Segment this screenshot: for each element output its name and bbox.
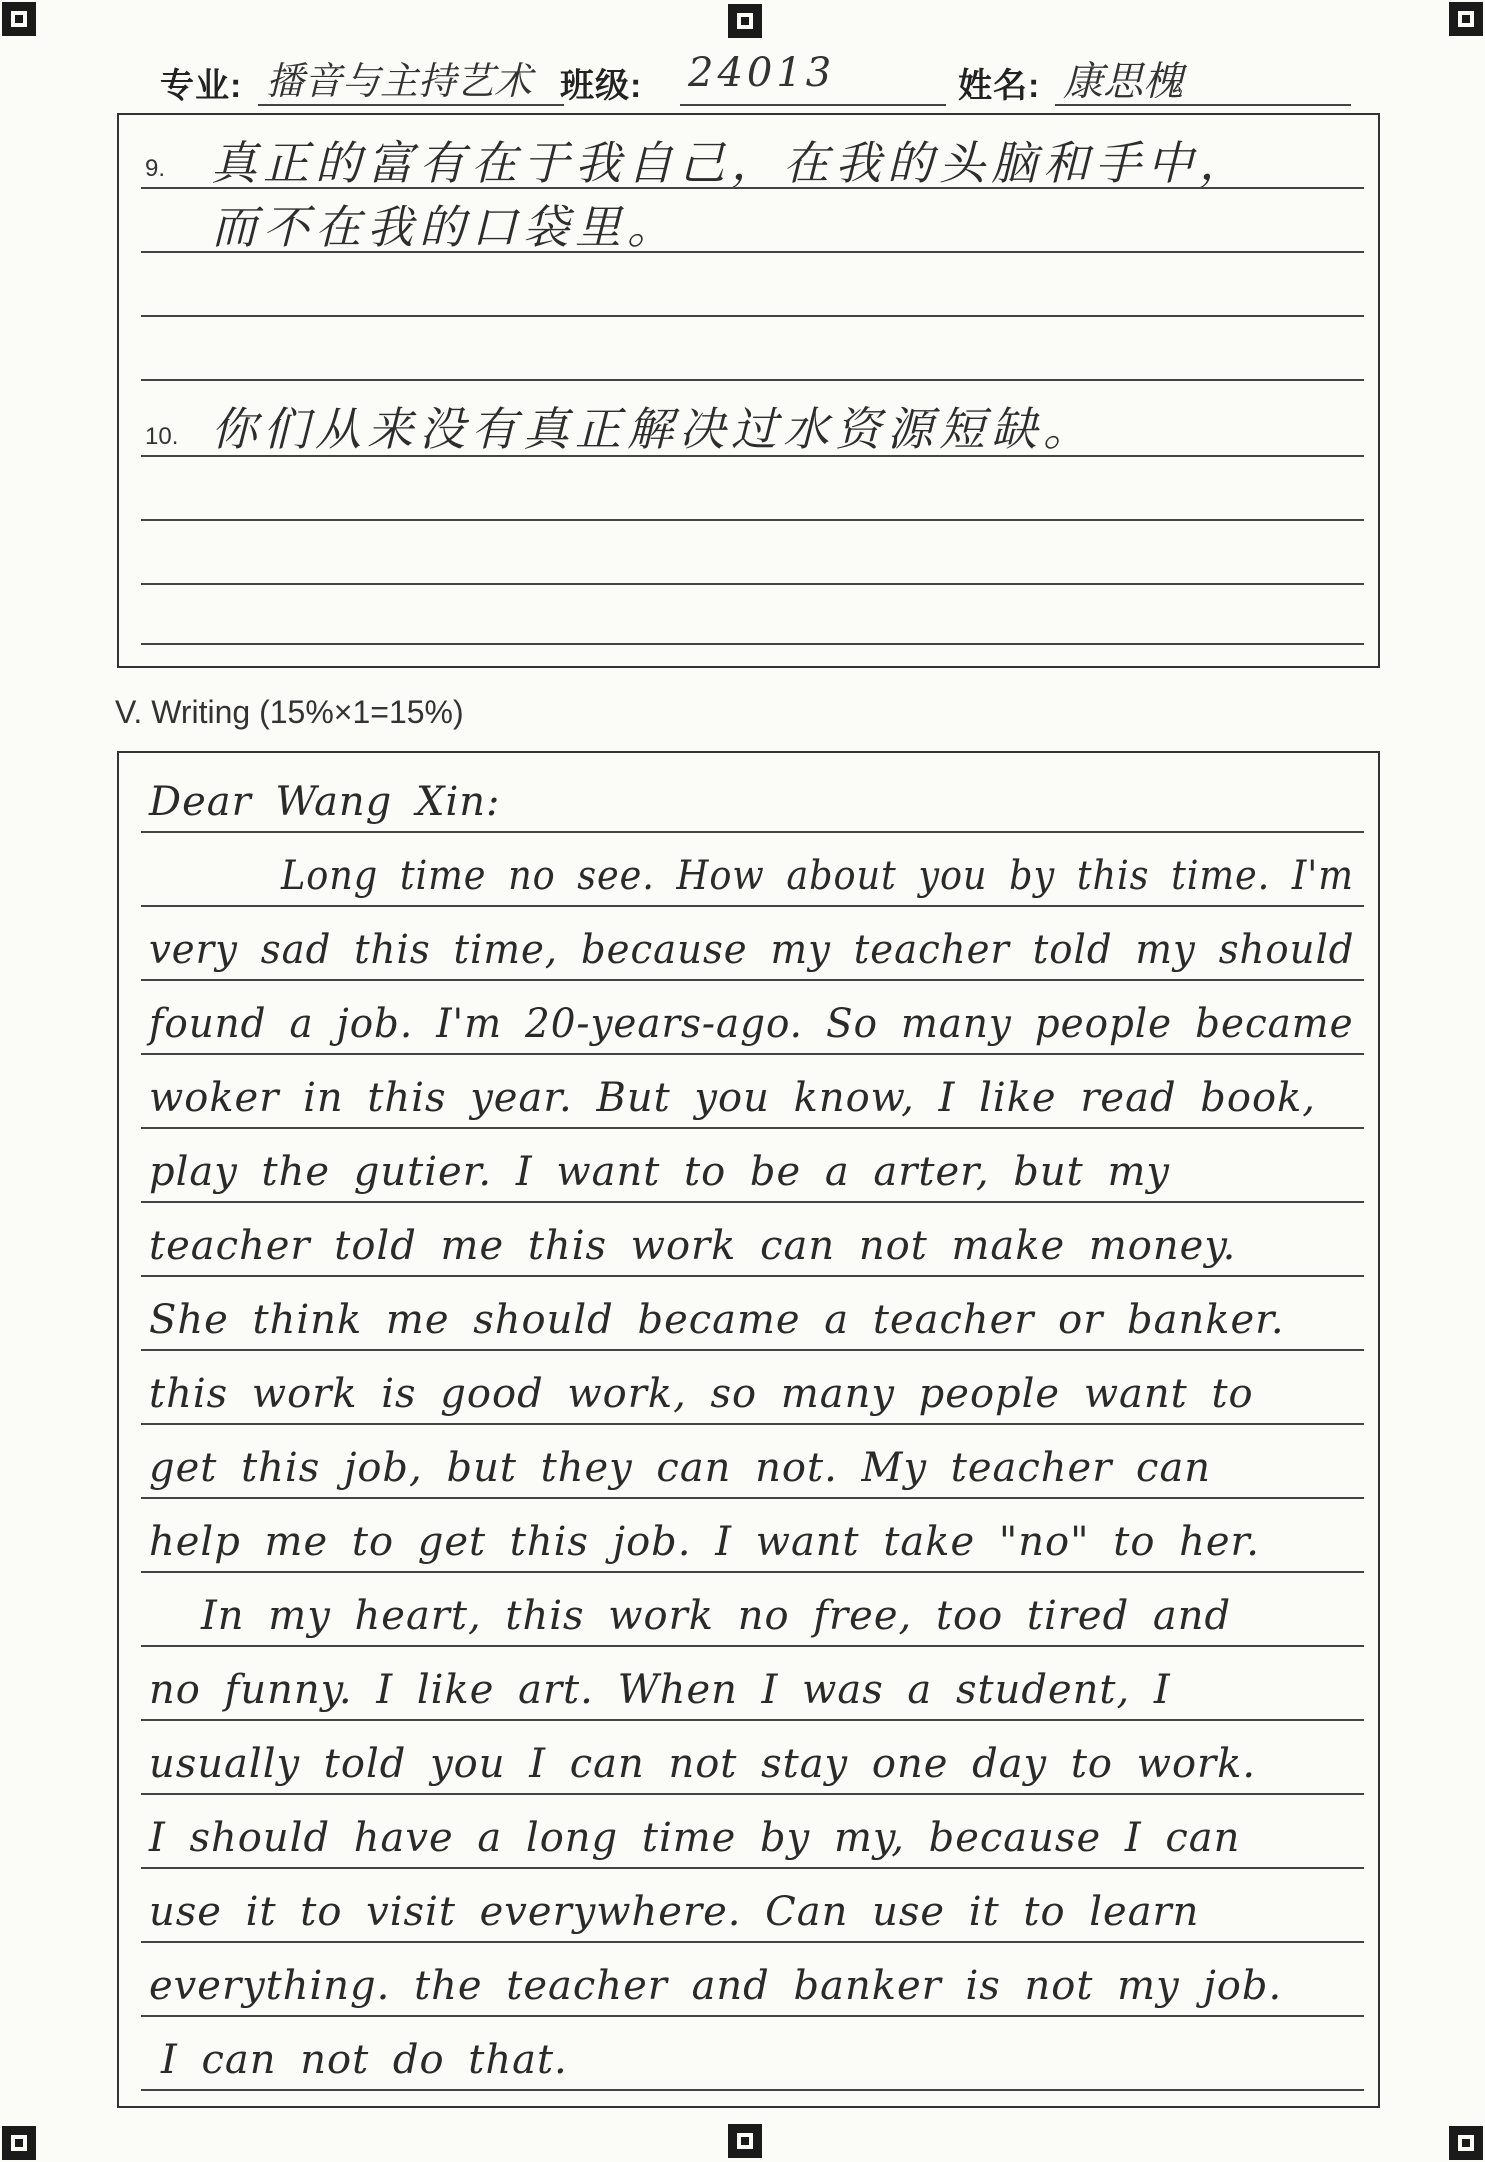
ruled-line: [141, 379, 1364, 381]
writing-text[interactable]: woker in this year. But you know, I like read book,: [149, 1075, 1316, 1121]
writing-line: [141, 1277, 1364, 1351]
ruled-line: [141, 315, 1364, 317]
writing-text[interactable]: very sad this time, because my teacher told my should: [149, 927, 1355, 973]
writing-line: [141, 1869, 1364, 1943]
writing-text[interactable]: help me to get this job. I want take "no" to her.: [149, 1519, 1260, 1565]
corner-mark-icon: [2, 2126, 36, 2160]
ruled-line: [141, 251, 1364, 253]
writing-line: [141, 2017, 1364, 2091]
major-field[interactable]: 播音与主持艺术: [258, 50, 564, 106]
ruled-line: [141, 187, 1364, 189]
writing-text[interactable]: play the gutier. I want to be a arter, but my: [149, 1149, 1170, 1195]
writing-text[interactable]: this work is good work, so many people want to: [149, 1371, 1254, 1417]
writing-text[interactable]: Long time no see. How about you by this time. I'm: [281, 853, 1354, 899]
writing-line: [141, 1425, 1364, 1499]
ruled-line: [141, 519, 1364, 521]
writing-line: [141, 833, 1364, 907]
writing-line: [141, 1351, 1364, 1425]
writing-line: [141, 759, 1364, 833]
answer-9-line-1[interactable]: 真正的富有在于我自己，在我的头脑和手中，: [211, 136, 1251, 190]
alignment-mark-icon: [728, 4, 762, 38]
writing-line: [141, 1499, 1364, 1573]
writing-line: [141, 1573, 1364, 1647]
class-label: 班级:: [560, 67, 643, 105]
corner-mark-icon: [2, 2, 36, 36]
writing-line: [141, 1203, 1364, 1277]
writing-text[interactable]: found a job. I'm 20-years-ago. So many people became: [149, 1001, 1354, 1047]
writing-text[interactable]: everything. the teacher and banker is not my job.: [149, 1963, 1283, 2009]
class-field[interactable]: 24013: [680, 50, 946, 106]
name-field[interactable]: 康思槐: [1055, 50, 1351, 106]
section-title: V. Writing (15%×1=15%): [115, 694, 464, 730]
writing-line: [141, 1129, 1364, 1203]
writing-text[interactable]: get this job, but they can not. My teacher can: [149, 1445, 1212, 1491]
alignment-mark-icon: [728, 2124, 762, 2158]
answer-9-line-2[interactable]: 而不在我的口袋里。: [211, 200, 679, 254]
writing-answer-box: [117, 751, 1380, 2108]
writing-line: [141, 907, 1364, 981]
writing-text[interactable]: I should have a long time by my, because I can: [149, 1815, 1241, 1861]
corner-mark-icon: [1449, 2, 1483, 36]
corner-mark-icon: [1449, 2126, 1483, 2160]
writing-text[interactable]: In my heart, this work no free, too tired and: [201, 1593, 1232, 1639]
ruled-line: [141, 455, 1364, 457]
answer-10-line-1[interactable]: 你们从来没有真正解决过水资源短缺。: [211, 402, 1095, 456]
writing-text[interactable]: Dear Wang Xin:: [149, 779, 501, 825]
name-label: 姓名:: [958, 67, 1041, 105]
ruled-line: [141, 583, 1364, 585]
writing-line: [141, 1647, 1364, 1721]
question-number-9: 9.: [145, 155, 166, 182]
writing-text[interactable]: teacher told me this work can not make money.: [149, 1223, 1237, 1269]
writing-text[interactable]: usually told you I can not stay one day to work.: [149, 1741, 1257, 1787]
translation-answer-box: [117, 113, 1380, 668]
writing-line: [141, 1943, 1364, 2017]
writing-line: [141, 1055, 1364, 1129]
major-label: 专业:: [160, 67, 243, 105]
writing-line: [141, 1795, 1364, 1869]
ruled-line: [141, 643, 1364, 645]
writing-line: [141, 1721, 1364, 1795]
writing-text[interactable]: I can not do that.: [161, 2037, 568, 2083]
question-number-10: 10.: [145, 423, 179, 450]
writing-line: [141, 981, 1364, 1055]
writing-text[interactable]: use it to visit everywhere. Can use it to learn: [149, 1889, 1200, 1935]
writing-text[interactable]: She think me should became a teacher or banker.: [149, 1297, 1285, 1343]
writing-text[interactable]: no funny. I like art. When I was a student, I: [149, 1667, 1171, 1713]
student-info-header: [0, 40, 1485, 120]
